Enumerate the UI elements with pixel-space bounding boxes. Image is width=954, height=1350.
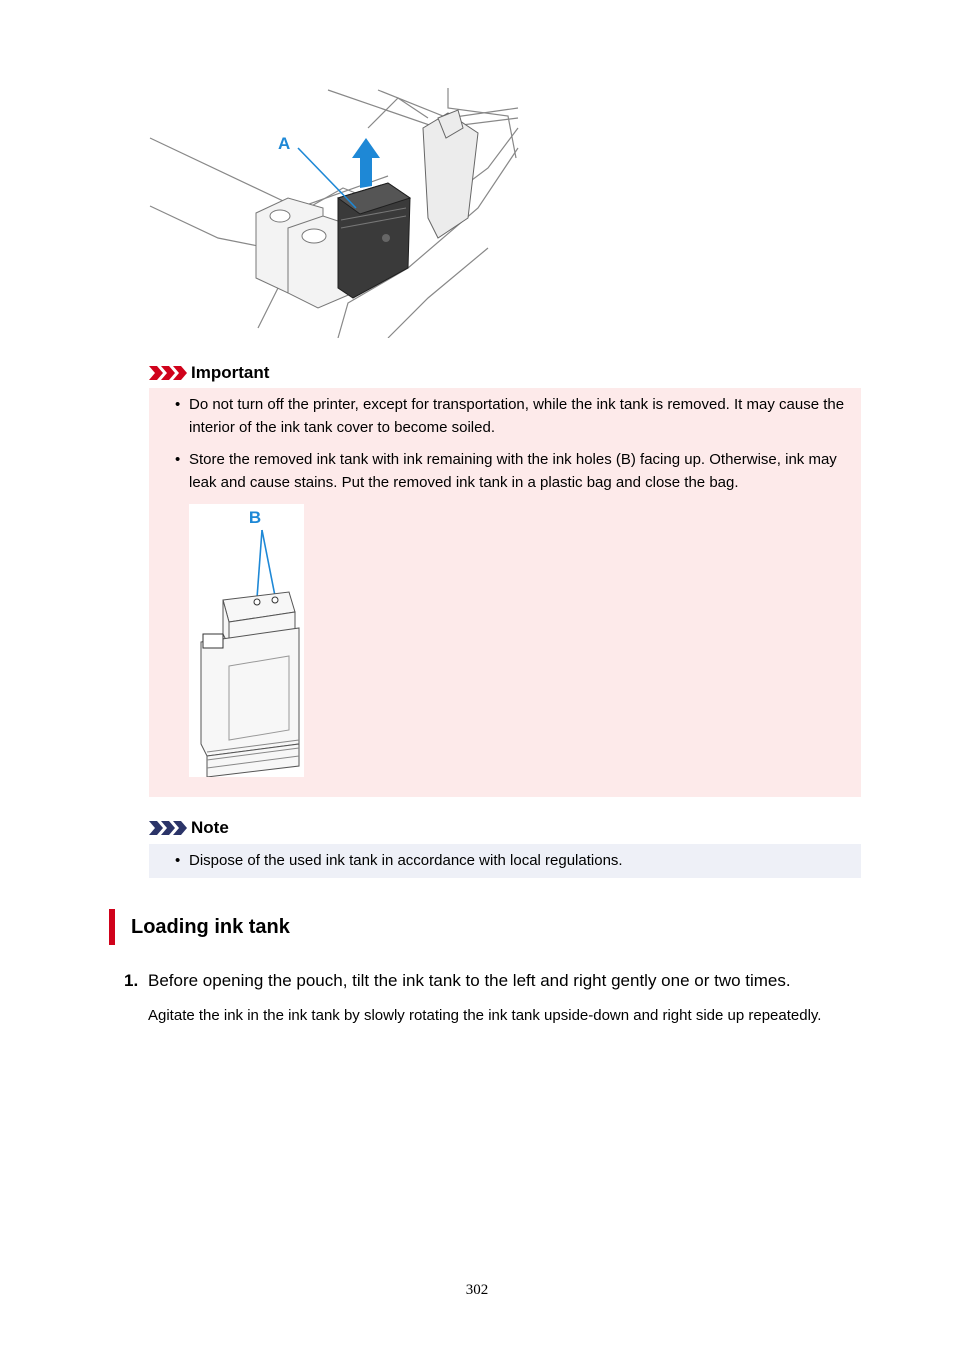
important-box: [149, 388, 861, 797]
step-number: 1.: [124, 971, 139, 990]
important-item: • Store the removed ink tank with ink remaining with the ink holes (B) facing up. Otherwise, ink may leak and cause stains. Put the removed ink tank in a plastic bag and close the bag.: [149, 448, 861, 494]
step-description: Agitate the ink in the ink tank by slowly rotating the ink tank upside-down and right side up repeatedly.: [148, 1007, 822, 1024]
note-chevrons-icon: [149, 821, 187, 835]
important-title: Important: [191, 363, 270, 382]
important-chevrons-icon: [149, 366, 187, 380]
note-box: [149, 844, 861, 878]
note-heading: [149, 817, 229, 839]
step-text: Before opening the pouch, tilt the ink tank to the left and right gently one or two times.: [148, 971, 791, 990]
page-number: 302: [465, 1282, 489, 1298]
section-title: Loading ink tank: [131, 916, 290, 938]
bullet-icon: •: [175, 396, 181, 413]
callout-label-b: B: [248, 508, 262, 527]
section-accent-bar: [109, 909, 115, 945]
note-item: • Dispose of the used ink tank in accordance with local regulations.: [149, 849, 861, 872]
callout-label-a: A: [278, 134, 291, 153]
ink-tank-holes-illustration: [189, 504, 304, 777]
ink-tank-removal-illustration: [148, 88, 520, 338]
bullet-icon: •: [175, 451, 181, 468]
bullet-icon: •: [175, 852, 181, 869]
important-heading: [149, 362, 269, 384]
important-item: • Do not turn off the printer, except for transportation, while the ink tank is removed. It may cause the interior of the ink tank cover to become soiled.: [149, 393, 861, 439]
note-title: Note: [191, 818, 229, 837]
